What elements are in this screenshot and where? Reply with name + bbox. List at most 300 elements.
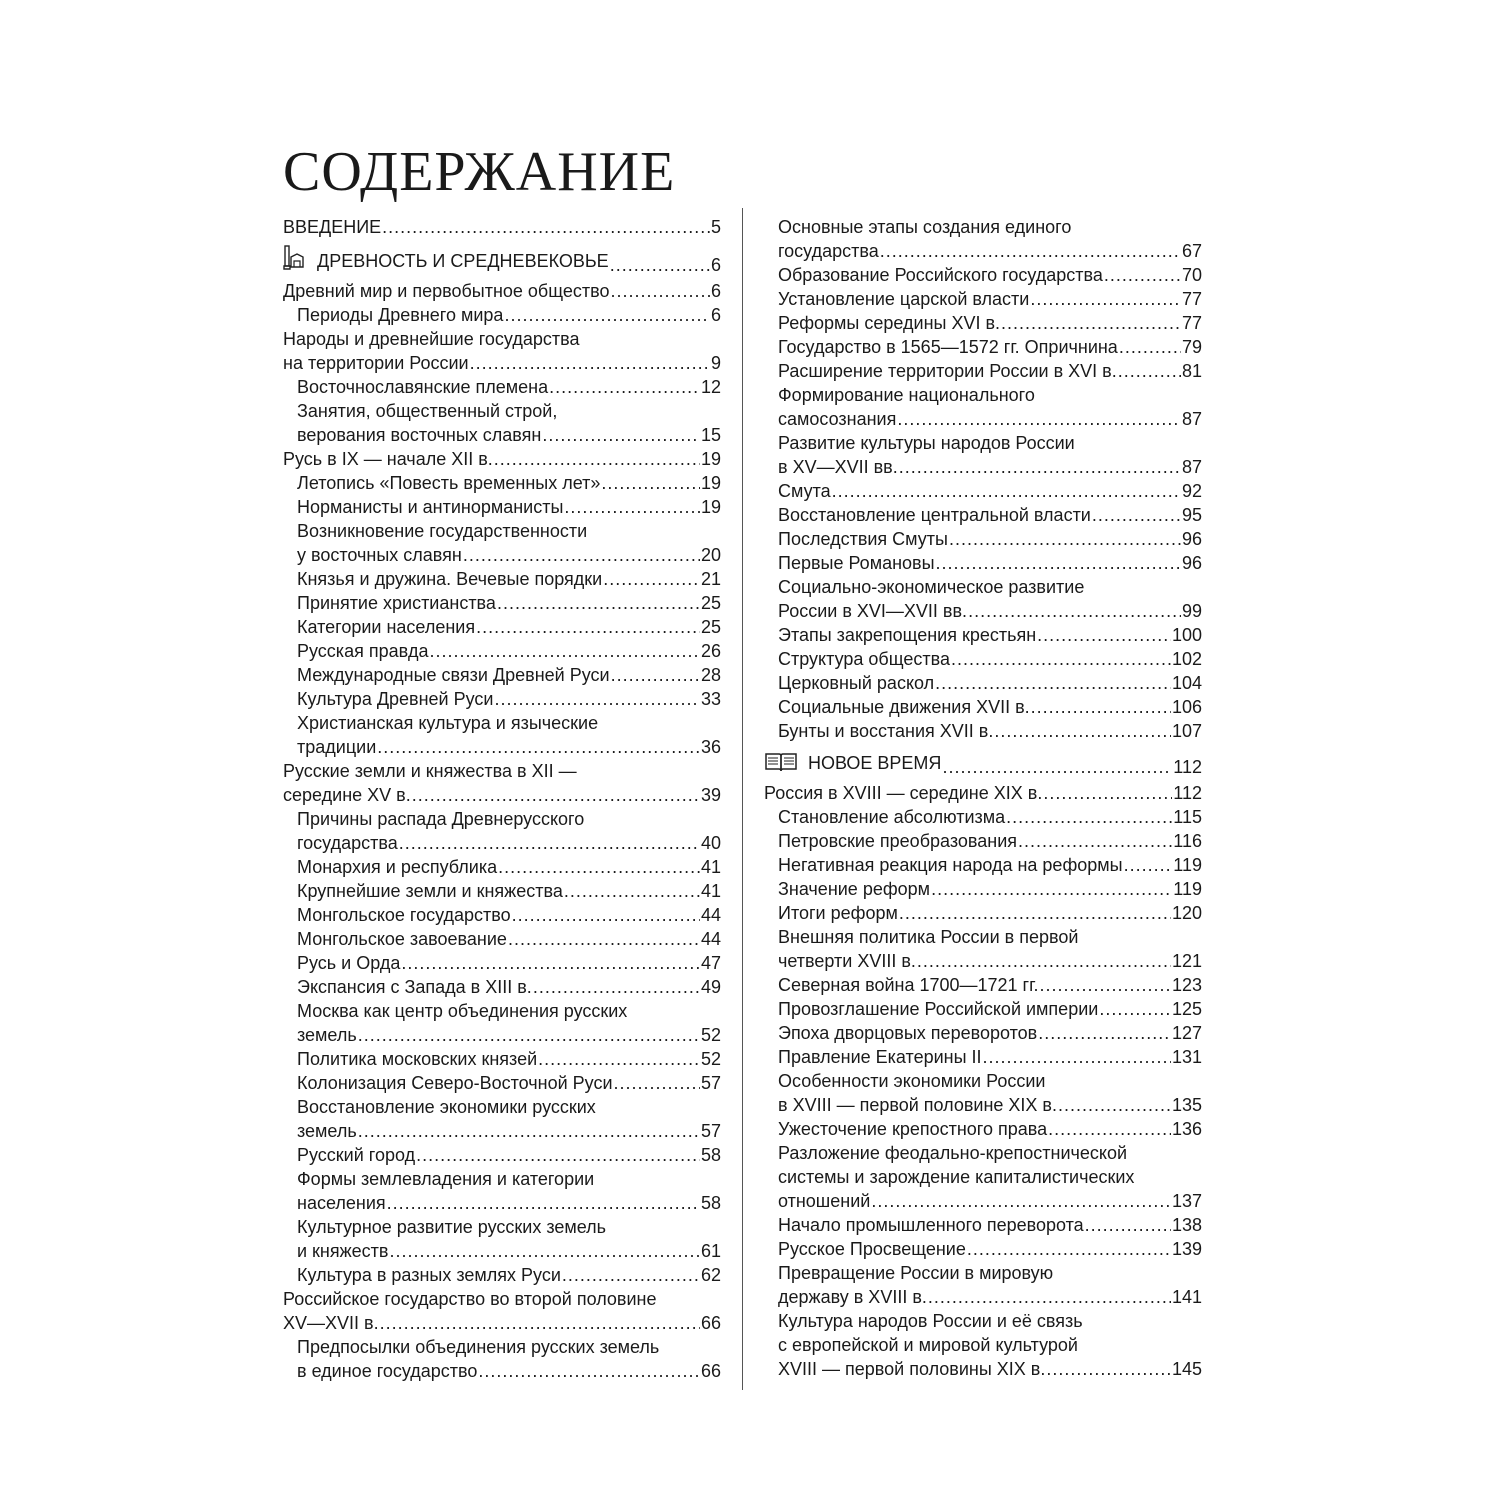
toc-entry-line	[297, 855, 721, 879]
dot-leader	[542, 423, 700, 447]
toc-entry[interactable]	[283, 1167, 721, 1215]
dot-leader	[871, 1189, 1171, 1213]
toc-entry-text: на территории России	[283, 353, 469, 373]
toc-entry[interactable]	[283, 567, 721, 591]
toc-entry[interactable]	[283, 279, 721, 303]
toc-entry[interactable]	[283, 375, 721, 399]
dot-leader	[497, 591, 700, 615]
toc-entry-line	[297, 591, 721, 615]
toc-entry-title	[778, 1093, 1057, 1117]
toc-page-number: 131	[1171, 1047, 1202, 1067]
dot-leader	[533, 975, 700, 999]
toc-entry-line	[778, 671, 1202, 695]
toc-entry-title-line: с европейской и мировой культурой	[778, 1335, 1078, 1355]
dot-leader	[1046, 1357, 1171, 1381]
toc-entry-text: Последствия Смуты	[778, 529, 948, 549]
toc-entry[interactable]	[283, 1215, 721, 1263]
toc-entry-title	[297, 663, 610, 687]
toc-page-number: 136	[1171, 1119, 1202, 1139]
toc-entry-text: государства	[778, 241, 879, 261]
toc-entry[interactable]	[764, 431, 1202, 479]
toc-entry-text: Культура в разных землях Руси	[297, 1265, 561, 1285]
toc-entry[interactable]	[283, 519, 721, 567]
toc-entry-title	[778, 623, 1036, 647]
toc-entry-title	[778, 479, 831, 503]
toc-entry-line	[297, 1047, 721, 1071]
dot-leader	[931, 877, 1172, 901]
toc-entry[interactable]	[283, 1263, 721, 1287]
toc-entry-text: Петровские преобразования	[778, 831, 1018, 851]
toc-entry-title	[778, 671, 934, 695]
toc-entry-line	[778, 829, 1202, 853]
toc-page-number: 26	[700, 641, 721, 661]
toc-entry[interactable]	[283, 1143, 721, 1167]
dot-leader	[498, 855, 700, 879]
toc-entry[interactable]	[764, 1045, 1202, 1069]
dot-leader	[832, 479, 1181, 503]
dot-leader	[1048, 1117, 1171, 1141]
dot-leader	[899, 455, 1181, 479]
toc-entry[interactable]	[283, 855, 721, 879]
dot-leader	[601, 471, 700, 495]
toc-entry[interactable]	[283, 615, 721, 639]
toc-entry-line	[297, 615, 721, 639]
toc-entry-title	[764, 751, 941, 779]
toc-entry[interactable]	[283, 1095, 721, 1143]
toc-page-number: 49	[700, 977, 721, 997]
toc-entry[interactable]	[283, 591, 721, 615]
toc-page-number: 58	[700, 1145, 721, 1165]
toc-page-number: 96	[1181, 553, 1202, 573]
toc-page-number: 116	[1173, 831, 1202, 851]
dot-leader	[564, 495, 700, 519]
toc-entry[interactable]	[764, 901, 1202, 925]
toc-entry-line	[778, 1237, 1202, 1261]
toc-entry-line	[297, 1119, 721, 1143]
toc-entry-text: верования восточных славян	[297, 425, 542, 445]
toc-entry-line	[297, 1143, 721, 1167]
toc-page-number: 125	[1171, 999, 1202, 1019]
toc-entry[interactable]	[764, 805, 1202, 829]
dot-leader	[1092, 503, 1181, 527]
toc-entry-title	[297, 1071, 613, 1095]
toc-entry-text: державу в XVIII в.	[778, 1287, 927, 1307]
toc-entry[interactable]	[283, 711, 721, 759]
dot-leader	[1118, 359, 1181, 383]
toc-entry-line	[778, 901, 1202, 925]
dot-leader	[380, 1311, 700, 1335]
toc-entry-title	[297, 639, 428, 663]
toc-entry[interactable]	[283, 1335, 721, 1383]
dot-leader	[1030, 287, 1181, 311]
dot-leader	[504, 303, 710, 327]
dot-leader	[412, 783, 700, 807]
toc-entry[interactable]	[764, 1237, 1202, 1261]
dot-leader	[476, 615, 700, 639]
toc-page-number: 81	[1181, 361, 1202, 381]
toc-entry-title	[283, 447, 493, 471]
dot-leader	[899, 901, 1171, 925]
toc-entry-title	[778, 503, 1091, 527]
dot-leader	[564, 879, 700, 903]
toc-page-number: 19	[700, 473, 721, 493]
toc-entry[interactable]	[283, 399, 721, 447]
toc-entry-text: Летопись «Повесть временных лет»	[297, 473, 601, 493]
toc-entry-title	[297, 1263, 561, 1287]
toc-entry-title	[297, 903, 511, 927]
toc-entry-line	[778, 853, 1202, 877]
toc-entry-title-line: Основные этапы создания единого	[778, 217, 1072, 237]
toc-entry-line	[778, 1357, 1202, 1381]
toc-entry[interactable]	[764, 527, 1202, 551]
toc-entry[interactable]	[764, 575, 1202, 623]
toc-entry-title	[778, 853, 1123, 877]
toc-entry-text: Структура общества	[778, 649, 950, 669]
toc-page-number: 57	[700, 1073, 721, 1093]
toc-entry-title	[297, 591, 496, 615]
toc-page-number: 77	[1181, 313, 1202, 333]
dot-leader	[949, 527, 1181, 551]
toc-entry[interactable]	[764, 781, 1202, 805]
toc-entry-text: Восточнославянские племена	[297, 377, 549, 397]
toc-entry-text: Расширение территории России в XVI в.	[778, 361, 1117, 381]
toc-entry-text: Становление абсолютизма	[778, 807, 1006, 827]
toc-entry-line	[297, 975, 721, 999]
toc-entry-title-line: Москва как центр объединения русских	[297, 1001, 628, 1021]
dot-leader	[494, 687, 699, 711]
toc-entry-title	[297, 375, 548, 399]
toc-entry-text: самосознания	[778, 409, 897, 429]
toc-section-heading[interactable]	[764, 751, 1202, 779]
dot-leader	[603, 567, 700, 591]
toc-entry-line	[297, 1023, 721, 1047]
toc-entry-title	[283, 1311, 379, 1335]
toc-page-number: 138	[1171, 1215, 1202, 1235]
toc-entry-text: Древний мир и первобытное общество	[283, 281, 610, 301]
toc-page-number: 28	[700, 665, 721, 685]
toc-entry-text: Категории населения	[297, 617, 476, 637]
dot-leader	[377, 735, 700, 759]
toc-entry-title	[297, 855, 497, 879]
toc-page-number: 25	[700, 617, 721, 637]
toc-entry-line	[778, 455, 1202, 479]
toc-entry-text: Политика московских князей	[297, 1049, 538, 1069]
toc-entry[interactable]	[764, 311, 1202, 335]
toc-entry-text: XV—XVII в.	[283, 1313, 379, 1333]
toc-entry-text: у восточных славян	[297, 545, 462, 565]
toc-entry-text: Россия в XVIII — середине XIX в.	[764, 783, 1043, 803]
toc-entry-line	[297, 687, 721, 711]
toc-entry-title	[297, 1119, 357, 1143]
toc-page-number: 112	[1173, 783, 1202, 803]
toc-entry-title	[297, 975, 532, 999]
toc-entry[interactable]	[764, 335, 1202, 359]
toc-entry[interactable]	[764, 215, 1202, 263]
dot-leader	[494, 447, 700, 471]
toc-entry[interactable]	[764, 671, 1202, 695]
toc-entry-text: Церковный раскол	[778, 673, 935, 693]
toc-entry[interactable]	[283, 447, 721, 471]
toc-entry[interactable]	[764, 925, 1202, 973]
toc-entry-line	[778, 311, 1202, 335]
toc-entry-title-line: Культура народов России и её связь	[778, 1311, 1083, 1331]
toc-entry-title-line: Христианская культура и языческие	[297, 713, 599, 733]
toc-entry-title	[778, 1213, 1084, 1237]
toc-entry[interactable]	[283, 951, 721, 975]
toc-entry-line	[778, 805, 1202, 829]
toc-entry-title	[297, 1191, 386, 1215]
toc-page-number: 41	[700, 881, 721, 901]
toc-entry-title	[778, 997, 1098, 1021]
toc-entry[interactable]	[764, 1141, 1202, 1213]
toc-entry-text: Значение реформ	[778, 879, 931, 899]
toc-page-number: 135	[1171, 1095, 1202, 1115]
toc-entry-title	[297, 879, 563, 903]
toc-entry-text: населения	[297, 1193, 386, 1213]
toc-entry-title	[778, 829, 1017, 853]
toc-entry-title	[778, 407, 896, 431]
toc-entry-line	[778, 647, 1202, 671]
toc-entry[interactable]	[283, 903, 721, 927]
toc-page-number: 67	[1181, 241, 1202, 261]
toc-page-number: 70	[1181, 265, 1202, 285]
toc-entry-title	[297, 687, 493, 711]
toc-entry-text: Культура Древней Руси	[297, 689, 494, 709]
toc-entry[interactable]	[764, 263, 1202, 287]
toc-page-number: 102	[1171, 649, 1202, 669]
toc-page-number: 141	[1171, 1287, 1202, 1307]
toc-entry-title	[778, 647, 950, 671]
toc-entry-line	[778, 407, 1202, 431]
dot-leader	[389, 1239, 699, 1263]
toc-entry-text: Восстановление центральной власти	[778, 505, 1091, 525]
toc-entry[interactable]	[764, 383, 1202, 431]
dot-leader	[1037, 623, 1171, 647]
toc-page-number: 121	[1171, 951, 1202, 971]
toc-page-number: 20	[700, 545, 721, 565]
toc-entry[interactable]	[283, 759, 721, 807]
toc-entry-line	[297, 1359, 721, 1383]
book-icon	[764, 751, 798, 779]
toc-entry[interactable]	[283, 687, 721, 711]
toc-entry[interactable]	[764, 479, 1202, 503]
dot-leader	[1058, 1093, 1171, 1117]
toc-page-number: 96	[1181, 529, 1202, 549]
toc-entry-title	[297, 567, 602, 591]
toc-entry-text: Реформы середины XVI в.	[778, 313, 1001, 333]
toc-entry-text: Начало промышленного переворота	[778, 1215, 1084, 1235]
toc-entry-title-line: Российское государство во второй половине	[283, 1289, 657, 1309]
toc-entry[interactable]	[283, 215, 721, 239]
toc-entry[interactable]	[764, 1069, 1202, 1117]
toc-entry-title-line: Развитие культуры народов России	[778, 433, 1075, 453]
toc-entry-line	[778, 1021, 1202, 1045]
toc-page-number: 44	[700, 905, 721, 925]
toc-page-number: 52	[700, 1025, 721, 1045]
toc-entry-text: Международные связи Древней Руси	[297, 665, 610, 685]
toc-page-number: 9	[710, 353, 721, 373]
toc-entry-line	[283, 245, 721, 277]
toc-entry[interactable]	[764, 551, 1202, 575]
toc-page-number: 15	[700, 425, 721, 445]
toc-entry-title	[778, 877, 930, 901]
toc-entry[interactable]	[764, 1021, 1202, 1045]
toc-entry-line	[778, 877, 1202, 901]
toc-entry-text: Норманисты и антинорманисты	[297, 497, 564, 517]
toc-entry-text: четверти XVIII в.	[778, 951, 916, 971]
dot-leader	[897, 407, 1181, 431]
toc-entry-line	[778, 973, 1202, 997]
toc-entry-title	[297, 471, 600, 495]
toc-entry[interactable]	[764, 647, 1202, 671]
toc-section-heading[interactable]	[283, 245, 721, 277]
toc-entry[interactable]	[764, 997, 1202, 1021]
toc-entry-line	[778, 1093, 1202, 1117]
toc-entry-title	[297, 303, 503, 327]
toc-entry[interactable]	[764, 1117, 1202, 1141]
toc-entry-text: Русская правда	[297, 641, 429, 661]
toc-page-number: 36	[700, 737, 721, 757]
toc-entry[interactable]	[764, 829, 1202, 853]
toc-page-number: 21	[700, 569, 721, 589]
column-icon	[283, 245, 307, 277]
toc-entry[interactable]	[283, 1071, 721, 1095]
toc-entry[interactable]	[283, 975, 721, 999]
toc-entry-text: Итоги реформ	[778, 903, 898, 923]
toc-entry[interactable]	[764, 287, 1202, 311]
toc-entry[interactable]	[283, 471, 721, 495]
toc-entry[interactable]	[283, 639, 721, 663]
toc-entry-line	[283, 351, 721, 375]
toc-entry-text: ДРЕВНОСТЬ И СРЕДНЕВЕКОВЬЕ	[317, 251, 609, 271]
toc-page-number: 40	[700, 833, 721, 853]
toc-entry[interactable]	[283, 807, 721, 855]
toc-entry[interactable]	[283, 663, 721, 687]
toc-entry[interactable]	[283, 303, 721, 327]
toc-entry-title	[297, 1023, 357, 1047]
toc-entry-line	[297, 1071, 721, 1095]
toc-entry[interactable]	[283, 495, 721, 519]
toc-entry-title	[297, 543, 462, 567]
toc-entry-line	[297, 471, 721, 495]
toc-page-number: 57	[700, 1121, 721, 1141]
toc-page-number: 41	[700, 857, 721, 877]
toc-entry-text: традиции	[297, 737, 377, 757]
toc-entry[interactable]	[764, 695, 1202, 719]
toc-entry-title	[778, 455, 898, 479]
toc-entry[interactable]	[283, 327, 721, 375]
toc-entry-text: Негативная реакция народа на реформы	[778, 855, 1123, 875]
toc-entry-text: XVIII — первой половины XIX в.	[778, 1359, 1046, 1379]
toc-entry[interactable]	[764, 359, 1202, 383]
toc-entry-line	[283, 447, 721, 471]
dot-leader	[880, 239, 1181, 263]
toc-page-number: 127	[1171, 1023, 1202, 1043]
toc-entry-title-line: Превращение России в мировую	[778, 1263, 1054, 1283]
toc-entry-title	[778, 901, 898, 925]
toc-page-number: 107	[1171, 721, 1202, 741]
toc-entry-line	[778, 263, 1202, 287]
toc-entry[interactable]	[764, 503, 1202, 527]
toc-entry-text: Социальные движения XVII в.	[778, 697, 1030, 717]
toc-entry[interactable]	[283, 927, 721, 951]
toc-page-number: 139	[1171, 1239, 1202, 1259]
dot-leader	[358, 1023, 700, 1047]
toc-entry-text: Русский город	[297, 1145, 416, 1165]
toc-entry-title-line: Причины распада Древнерусского	[297, 809, 585, 829]
toc-entry-title-line: Русские земли и княжества в XII —	[283, 761, 577, 781]
toc-entry-text: отношений	[778, 1191, 871, 1211]
toc-entry-text: НОВОЕ ВРЕМЯ	[808, 753, 942, 773]
toc-entry-line	[297, 735, 721, 759]
toc-entry-line	[778, 997, 1202, 1021]
toc-page-number: 119	[1173, 879, 1202, 899]
column-divider	[742, 208, 743, 1390]
toc-entry[interactable]	[283, 1047, 721, 1071]
toc-page-number: 104	[1171, 673, 1202, 693]
toc-entry[interactable]	[764, 623, 1202, 647]
toc-entry-title-line: Внешняя политика России в первой	[778, 927, 1079, 947]
toc-entry-line	[778, 527, 1202, 551]
toc-page-number: 145	[1171, 1359, 1202, 1379]
dot-leader	[401, 951, 700, 975]
toc-entry-text: Монархия и республика	[297, 857, 498, 877]
toc-entry-line	[778, 287, 1202, 311]
toc-entry[interactable]	[283, 999, 721, 1047]
toc-entry-text: государства	[297, 833, 398, 853]
toc-page-number: 6	[710, 281, 721, 301]
toc-entry[interactable]	[764, 853, 1202, 877]
toc-entry-line	[297, 927, 721, 951]
toc-page-number: 106	[1171, 697, 1202, 717]
toc-entry-title	[297, 831, 398, 855]
toc-entry-title	[297, 1359, 477, 1383]
toc-entry-title	[778, 949, 916, 973]
toc-page-number: 44	[700, 929, 721, 949]
toc-entry[interactable]	[764, 877, 1202, 901]
toc-entry-text: Правление Екатерины II	[778, 1047, 982, 1067]
toc-entry-line	[297, 663, 721, 687]
toc-page-number: 137	[1171, 1191, 1202, 1211]
toc-entry-title	[778, 973, 1039, 997]
toc-entry-title-line: Формирование национального	[778, 385, 1035, 405]
toc-entry[interactable]	[764, 1309, 1202, 1381]
toc-entry-title	[778, 599, 967, 623]
toc-page-number: 119	[1173, 855, 1202, 875]
dot-leader	[399, 831, 700, 855]
toc-entry-title-line: Разложение феодально-крепостнической	[778, 1143, 1128, 1163]
toc-entry-title	[283, 783, 411, 807]
toc-entry[interactable]	[283, 1287, 721, 1335]
toc-entry[interactable]	[764, 973, 1202, 997]
toc-entry-title	[778, 311, 1000, 335]
toc-entry[interactable]	[764, 1213, 1202, 1237]
toc-page-number: 112	[1173, 757, 1202, 777]
toc-entry[interactable]	[764, 1261, 1202, 1309]
dot-leader	[935, 671, 1171, 695]
toc-entry-title-line: Предпосылки объединения русских земель	[297, 1337, 660, 1357]
toc-entry-line	[297, 567, 721, 591]
dot-leader	[1124, 853, 1173, 877]
dot-leader	[951, 647, 1171, 671]
toc-entry-line	[283, 215, 721, 239]
toc-entry[interactable]	[764, 719, 1202, 743]
dot-leader	[508, 927, 700, 951]
toc-entry[interactable]	[283, 879, 721, 903]
toc-column-right	[764, 215, 1202, 1381]
toc-page-number: 47	[700, 953, 721, 973]
toc-entry-text: России в XVI—XVII вв.	[778, 601, 968, 621]
